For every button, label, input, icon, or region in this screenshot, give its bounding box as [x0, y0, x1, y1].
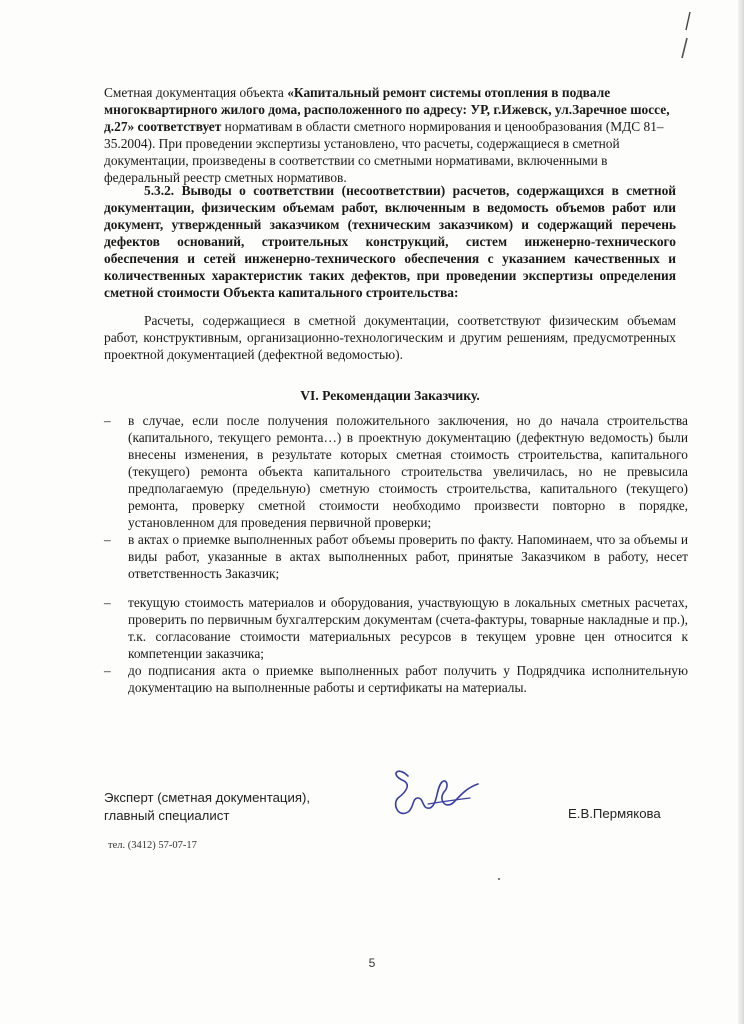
expert-role — [104, 789, 310, 825]
list-dash: – — [104, 413, 111, 428]
expert-role-line1: Эксперт (сметная документация), — [104, 790, 311, 805]
corner-pen-mark-icon — [672, 8, 698, 64]
page-number: 5 — [368, 956, 376, 970]
section-heading: VI. Рекомендации Заказчику. — [300, 388, 480, 403]
paragraph-conclusions — [104, 182, 676, 301]
section-number: 5.3.2. — [144, 183, 175, 198]
para2-text: Выводы о соответствии (несоответствии) расчетов, содержащихся в сметной документации, физическим объемам работ, включенным в ведомость объемов работ или документ, утвержденный заказчиком (техническим заказчиком) и содержащий перечень дефектов оснований, строительных конструкций, систем инженерно-технического обеспечения и сетей инженерно-технического обеспечения с указанием качественных и количественных характеристик таких дефектов, при проведении экспертизы определения сметной стоимости Объекта капитального строительства: — [104, 183, 676, 300]
list-dash: – — [104, 663, 111, 678]
list-item — [104, 531, 688, 582]
expert-role-line2: главный специалист — [104, 808, 230, 823]
handwritten-signature-icon — [388, 758, 484, 830]
scan-edge-shadow — [738, 0, 744, 1024]
expert-name: Е.В.Пермякова — [568, 806, 661, 821]
list-item-text: до подписания акта о приемке выполненных работ получить у Подрядчика исполнительную документацию на выполненные работы и сертификаты на материалы. — [128, 663, 688, 695]
list-item-text: в случае, если после получения положительного заключения, но до начала строительства (капитального, текущего ремонта…) в проектную документацию (дефектную ведомость) были внесены изменения, в результате которых сметная стоимость строительства, капитального (текущего) ремонта объекта капитального строительства увеличилась, но не превысила предполагаемую (предельную) сметную стоимость строительства, капитального (текущего) ремонта, проверку сметной стоимости необходимо произвести повторно в порядке, установленном для проведения первичной проверки; — [128, 413, 688, 530]
paragraph-calculations: Расчеты, содержащиеся в сметной документации, соответствуют физическим объемам работ, конструктивным, организационно-технологическим и другим решениям, предусмотренных проектной документацией (дефектной ведомостью). — [104, 313, 676, 362]
para1-object-name: «Капитальный ремонт системы отопления в подвале многоквартирного жилого дома, расположенного по адресу: УР, г.Ижевск, ул.Заречное шоссе, д.27» соответствует — [104, 85, 670, 134]
list-dash: – — [104, 532, 111, 547]
list-dash: – — [104, 595, 111, 610]
list-item-text: в актах о приемке выполненных работ объемы проверить по факту. Напоминаем, что за объемы и виды работ, указанные в актах выполненных работ, принятые Заказчиком в работу, несет ответственность Заказчик; — [128, 532, 688, 581]
scan-speck — [498, 878, 500, 880]
paragraph-estimate-compliance — [104, 84, 676, 186]
list-item — [104, 412, 688, 531]
list-item — [104, 594, 688, 662]
recommendations-list — [104, 412, 688, 696]
phone-number: тел. (3412) 57-07-17 — [108, 840, 197, 851]
list-item-text: текущую стоимость материалов и оборудования, участвующую в локальных сметных расчетах, проверить по первичным бухгалтерским документам (счета-фактуры, товарные накладные и пр.), т.к. согласование стоимости материальных ресурсов в текущем уровне цен относится к компетенции заказчика; — [128, 595, 688, 661]
para1-prefix: Сметная документация объекта — [104, 85, 288, 100]
para1-suffix: нормативам в области сметного нормирования и ценообразования (МДС 81–35.2004). При проведении экспертизы установлено, что расчеты, содержащиеся в сметной документации, произведены в соответствии со сметными нормативами, включенными в федеральный реестр сметных нормативов. — [104, 119, 664, 185]
list-item — [104, 662, 688, 696]
